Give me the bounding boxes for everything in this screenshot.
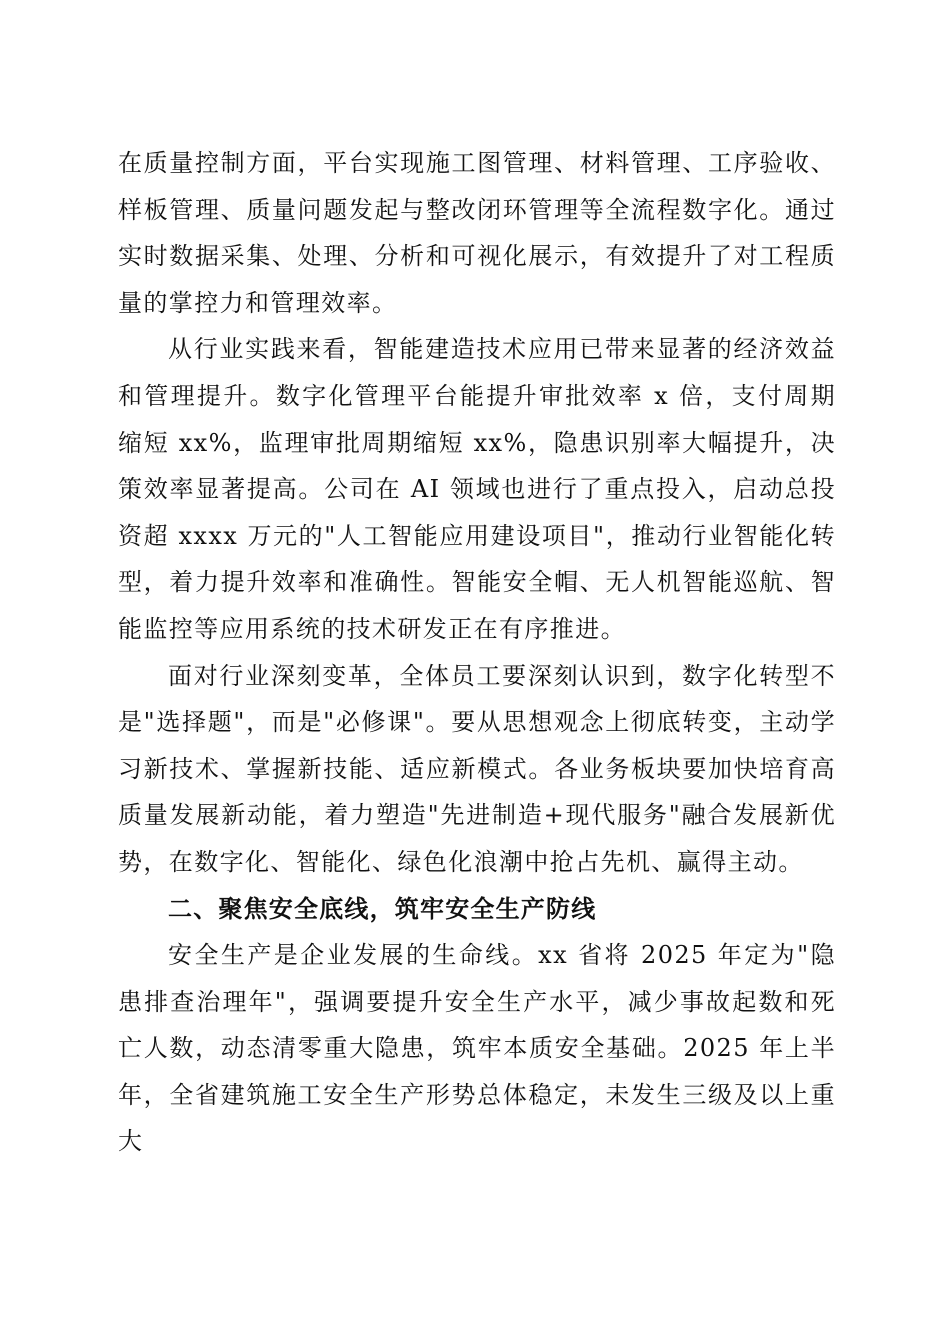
paragraph-digital-transformation: 面对行业深刻变革，全体员工要深刻认识到，数字化转型不是"选择题"，而是"必修课"。要从思想观念上彻底转变，主动学习新技术、掌握新技能、适应新模式。各业务板块要加快培育高质量发展新动能，着力塑造"先进制造+现代服务"融合发展新优势，在数字化、智能化、绿色化浪潮中抢占先机、赢得主动。 xyxy=(118,661,836,876)
paragraph-industry-practice: 从行业实践来看，智能建造技术应用已带来显著的经济效益和管理提升。数字化管理平台能提升审批效率 x 倍，支付周期缩短 xx%，监理审批周期缩短 xx%，隐患识别率大幅提升，决策效率显著提高。公司在 AI 领域也进行了重点投入，启动总投资超 xxxx 万元的"人工智能应用建设项目"，推动行业智能化转型，着力提升效率和准确性。智能安全帽、无人机智能巡航、智能监控等应用系统的技术研发正在有序推进。 xyxy=(118,335,836,643)
paragraph-safety-production: 安全生产是企业发展的生命线。xx 省将 2025 年定为"隐患排查治理年"，强调要提升安全生产水平，减少事故起数和死亡人数，动态清零重大隐患，筑牢本质安全基础。2025 年上半年，全省建筑施工安全生产形势总体稳定，未发生三级及以上重大 xyxy=(118,941,836,1156)
section-heading-safety: 二、聚焦安全底线，筑牢安全生产防线 xyxy=(168,894,597,923)
document-body xyxy=(118,140,836,1165)
paragraph-quality-control: 在质量控制方面，平台实现施工图管理、材料管理、工序验收、样板管理、质量问题发起与整改闭环管理等全流程数字化。通过实时数据采集、处理、分析和可视化展示，有效提升了对工程质量的掌控力和管理效率。 xyxy=(118,149,836,317)
